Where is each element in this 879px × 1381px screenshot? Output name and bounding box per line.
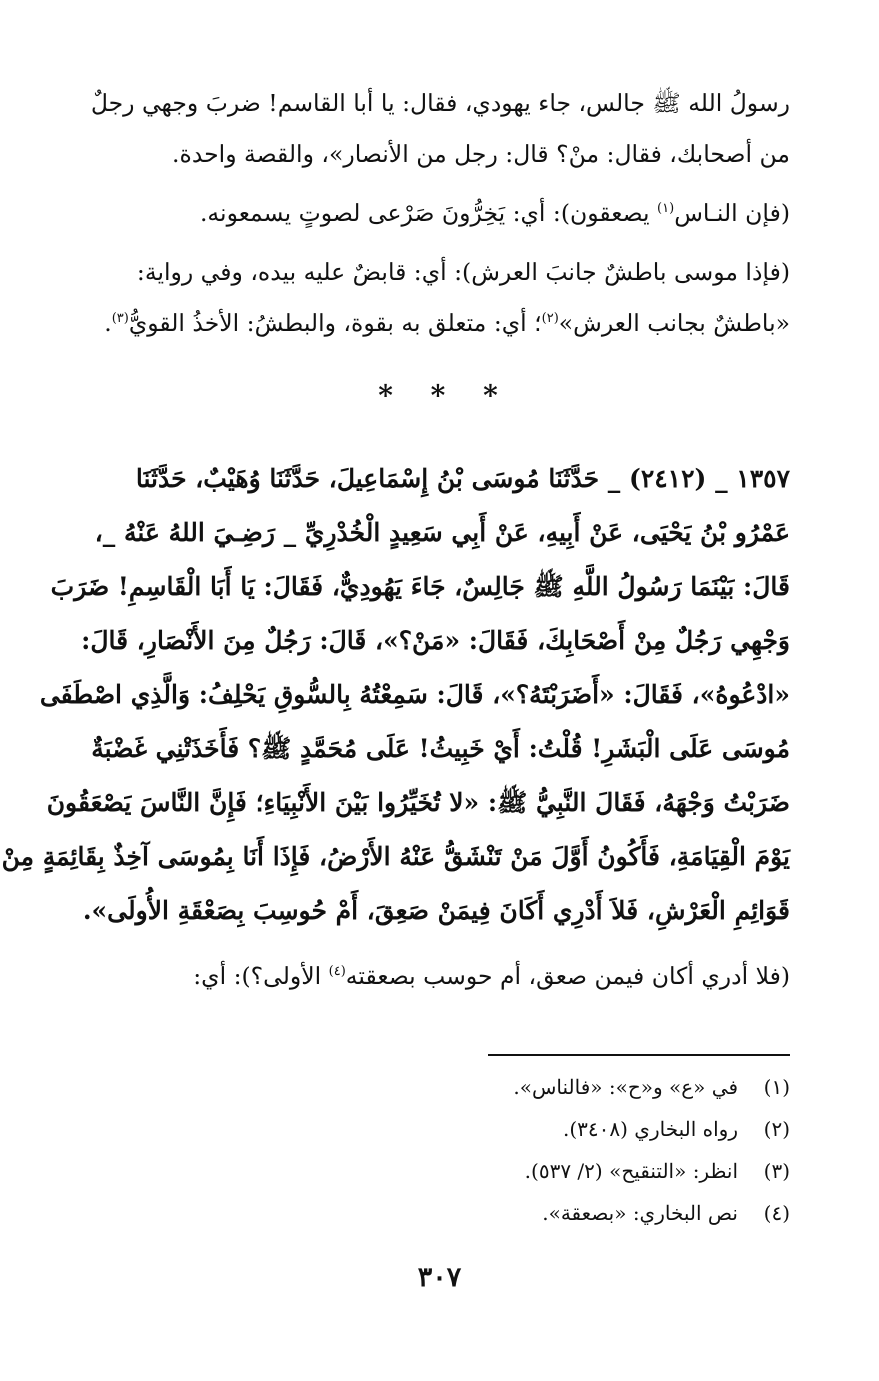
hadith-line: وَجْهِي رَجُلٌ مِنْ أَصْحَابِكَ، فَقَالَ: «مَنْ؟»، قَالَ: رَجُلٌ مِنَ الأَنْصَارِ، قَالَ:	[81, 626, 790, 655]
footnote-item	[100, 1108, 790, 1150]
section-separator: * * *	[378, 379, 512, 412]
footnote-number: (٤)	[763, 1201, 790, 1225]
hadith-line: قَوَائِمِ الْعَرْشِ، فَلاَ أَدْرِي أَكَانَ فِيمَنْ صَعِقَ، أَمْ حُوسِبَ بِصَعْقَةِ الأُولَى».	[82, 896, 790, 925]
footnote-ref-2[interactable]: (٢)	[541, 311, 559, 327]
hadith-block	[1, 452, 790, 938]
hadith-line: ضَرَبْتُ وَجْهَهُ، فَقَالَ النَّبِيُّ ﷺ: «لا تُخَيِّرُوا بَيْنَ الأَنْبِيَاءِ؛ فَإِنَّ النَّاسَ يَصْعَقُونَ	[46, 788, 790, 817]
footnote-text: نص البخاري: «بصعقة».	[542, 1201, 738, 1225]
hadith-line: ١٣٥٧ _ (٢٤١٢) _ حَدَّثَنَا مُوسَى بْنُ إِسْمَاعِيلَ، حَدَّثَنَا وُهَيْبٌ، حَدَّثَنَا	[135, 464, 790, 493]
footnote-text: رواه البخاري (٣٤٠٨).	[562, 1117, 738, 1141]
footnotes	[100, 1066, 790, 1234]
commentary-line-5: «باطشٌ بجانب العرش»$^{(٢)}$؛ أي: متعلق به بقوة، والبطشُ: الأخذُ القويُّ$^{(٣)}$.	[104, 309, 790, 337]
footnote-number: (٢)	[763, 1117, 790, 1141]
footnote-number: (٣)	[763, 1159, 790, 1183]
footnote-text: في «ع» و«ح»: «فالناس».	[513, 1075, 738, 1099]
commentary-line-2: من أصحابك، فقال: منْ؟ قال: رجل من الأنصار»، والقصة واحدة.	[172, 140, 790, 168]
commentary-line-3: (فإن النـاس$^{(١)}$ يصعقون): أي: يَخِرُّونَ صَرْعى لصوتٍ يسمعونه.	[199, 199, 790, 227]
hadith-line: عَمْرُو بْنُ يَحْيَى، عَنْ أَبِيهِ، عَنْ أَبِي سَعِيدٍ الْخُدْرِيِّ _ رَضِـيَ اللهُ عَنْهُ _،	[94, 518, 790, 547]
footnote-number: (١)	[763, 1075, 790, 1099]
commentary-after-hadith: (فلا أدري أكان فيمن صعق، أم حوسب بصعقته$^{(٤)}$ الأولى؟): أي:	[193, 962, 790, 990]
hadith-line: مُوسَى عَلَى الْبَشَرِ! قُلْتُ: أَيْ خَبِيثُ! عَلَى مُحَمَّدٍ ﷺ؟ فَأَخَذَتْنِي غَضْبَةٌ	[91, 734, 790, 763]
footnote-item	[100, 1066, 790, 1108]
footnote-ref-1[interactable]: (١)	[657, 201, 675, 217]
footnote-item	[100, 1192, 790, 1234]
page-body	[1, 78, 790, 1234]
commentary-block	[90, 78, 790, 349]
hadith-line: يَوْمَ الْقِيَامَةِ، فَأَكُونُ أَوَّلَ مَنْ تَنْشَقُّ عَنْهُ الأَرْضُ، فَإِذَا أَنَا بِمُوسَى آخِذٌ بِقَائِمَةٍ مِنْ	[1, 842, 790, 871]
commentary-line-4: (فإذا موسى باطشٌ جانبَ العرش): أي: قابضٌ عليه بيده، وفي رواية:	[136, 258, 790, 286]
footnote-divider	[488, 1054, 790, 1056]
commentary-line-1: رسولُ الله ﷺ جالس، جاء يهودي، فقال: يا أبا القاسم! ضربَ وجهي رجلٌ	[90, 89, 790, 117]
footnote-text: انظر: «التنقيح» (٢/ ٥٣٧).	[524, 1159, 738, 1183]
hadith-line: قَالَ: بَيْنَمَا رَسُولُ اللَّهِ ﷺ جَالِسٌ، جَاءَ يَهُودِيٌّ، فَقَالَ: يَا أَبَا الْقَاسِمِ! ضَرَبَ	[50, 572, 790, 601]
footnote-ref-4[interactable]: (٤)	[328, 964, 346, 980]
page-number: ٣٠٧	[417, 1262, 462, 1293]
hadith-line: «ادْعُوهُ»، فَقَالَ: «أَضَرَبْتَهُ؟»، قَالَ: سَمِعْتُهُ بِالسُّوقِ يَحْلِفُ: وَالَّذِي اصْطَفَى	[39, 680, 790, 709]
footnote-item	[100, 1150, 790, 1192]
footnote-ref-3[interactable]: (٣)	[111, 311, 129, 327]
